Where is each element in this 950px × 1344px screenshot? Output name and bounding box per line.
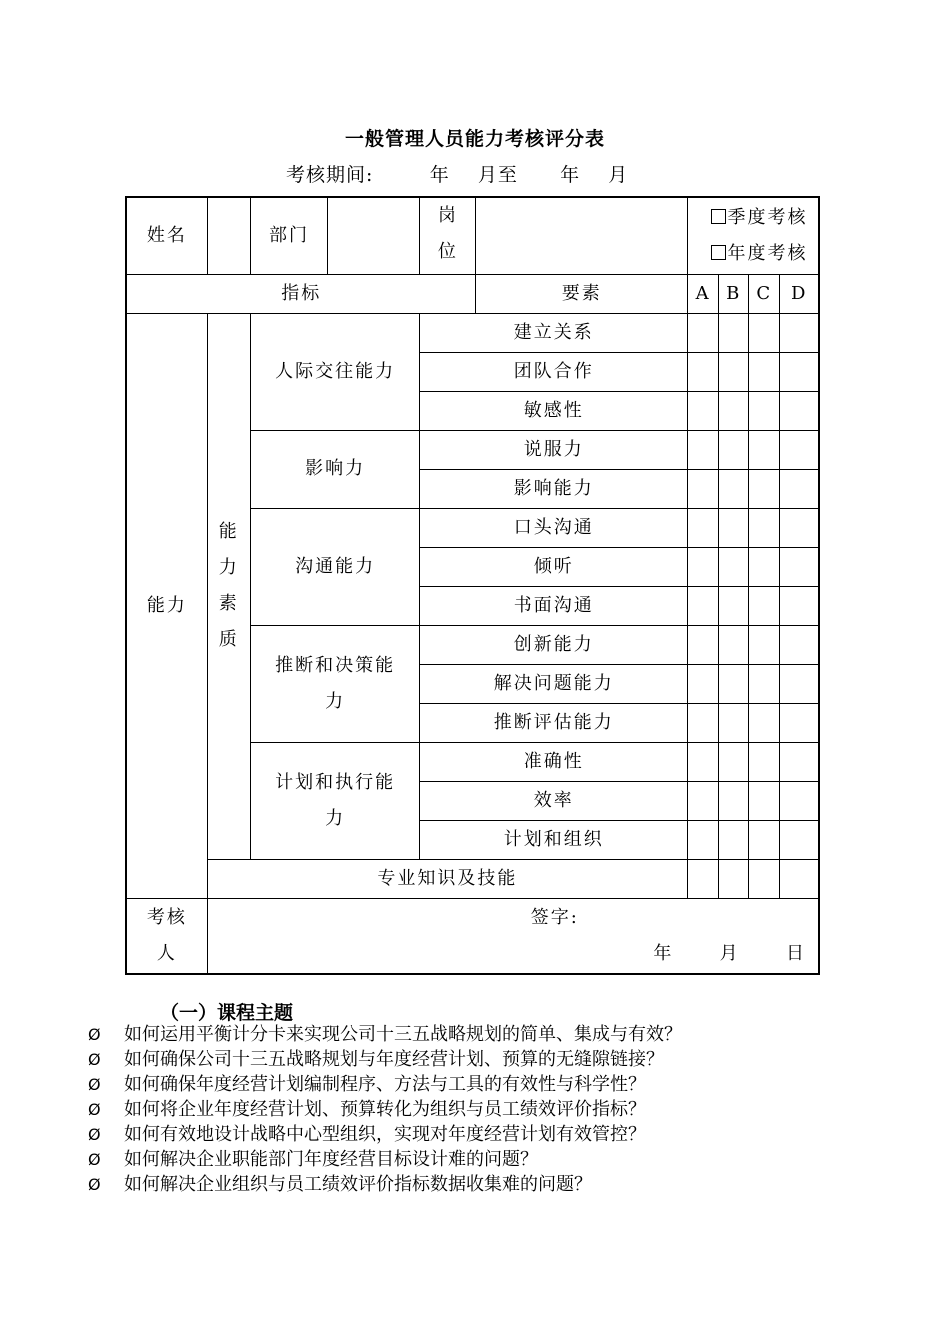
group-name-line: 计划和执行能 xyxy=(275,771,396,793)
element-cell: 建立关系 xyxy=(420,313,688,352)
grade-header-d: D xyxy=(780,274,819,313)
grade-cell-a[interactable] xyxy=(688,625,719,664)
grade-cell-a[interactable] xyxy=(688,703,719,742)
grade-header-b: B xyxy=(719,274,749,313)
group-name-cell xyxy=(250,508,419,625)
grade-cell-c[interactable] xyxy=(749,469,780,508)
list-item xyxy=(88,1022,682,1047)
grade-cell-b[interactable] xyxy=(719,586,749,625)
grade-cell-c[interactable] xyxy=(749,781,780,820)
grade-cell-d[interactable] xyxy=(780,469,819,508)
annual-label: 年度考核 xyxy=(727,242,808,264)
grade-cell-c[interactable] xyxy=(749,703,780,742)
grade-header-c: C xyxy=(749,274,780,313)
bullet-icon: Ø xyxy=(88,1150,101,1169)
grade-cell-d[interactable] xyxy=(780,313,819,352)
grade-cell-c[interactable] xyxy=(749,820,780,859)
element-cell: 解决问题能力 xyxy=(420,664,688,703)
grade-cell-c[interactable] xyxy=(749,859,780,898)
grade-cell-a[interactable] xyxy=(688,469,719,508)
element-cell: 影响能力 xyxy=(420,469,688,508)
element-header: 要素 xyxy=(476,274,688,313)
list-item-text: 如何将企业年度经营计划、预算转化为组织与员工绩效评价指标？ xyxy=(124,1099,646,1120)
grade-cell-d[interactable] xyxy=(780,586,819,625)
category-cell: 能力 xyxy=(126,313,207,898)
list-item-text: 如何确保公司十三五战略规划与年度经营计划、预算的无缝隙链接？ xyxy=(124,1049,664,1070)
bullet-icon: Ø xyxy=(88,1050,101,1069)
group-name-cell xyxy=(250,625,419,742)
grade-cell-d[interactable] xyxy=(780,820,819,859)
element-cell: 书面沟通 xyxy=(420,586,688,625)
grade-header-a: A xyxy=(688,274,719,313)
list-item xyxy=(88,1072,682,1097)
grade-cell-c[interactable] xyxy=(749,586,780,625)
name-label: 姓名 xyxy=(126,197,207,274)
list-item-text: 如何解决企业组织与员工绩效评价指标数据收集难的问题？ xyxy=(124,1174,592,1195)
group-name-cell xyxy=(250,313,419,430)
grade-cell-b[interactable] xyxy=(719,781,749,820)
grade-cell-b[interactable] xyxy=(719,820,749,859)
grade-cell-a[interactable] xyxy=(688,820,719,859)
grade-cell-a[interactable] xyxy=(688,586,719,625)
professional-row xyxy=(126,859,819,898)
subcategory-char: 素 xyxy=(218,593,239,614)
annual-option[interactable] xyxy=(700,236,818,272)
bullet-icon: Ø xyxy=(88,1175,101,1194)
indicator-header: 指标 xyxy=(126,274,476,313)
group-name-line: 影响力 xyxy=(305,458,366,479)
column-header-row xyxy=(126,274,819,313)
grade-cell-b[interactable] xyxy=(719,859,749,898)
name-field[interactable] xyxy=(207,197,250,274)
grade-cell-a[interactable] xyxy=(688,742,719,781)
grade-cell-d[interactable] xyxy=(780,859,819,898)
list-item xyxy=(88,1172,682,1197)
list-item xyxy=(88,1147,682,1172)
list-item-text: 如何运用平衡计分卡来实现公司十三五战略规划的简单、集成与有效？ xyxy=(124,1024,682,1045)
element-cell: 团队合作 xyxy=(420,352,688,391)
grade-cell-d[interactable] xyxy=(780,391,819,430)
grade-cell-b[interactable] xyxy=(719,352,749,391)
grade-cell-a[interactable] xyxy=(688,391,719,430)
grade-cell-b[interactable] xyxy=(719,469,749,508)
bullet-icon: Ø xyxy=(88,1125,101,1144)
element-cell: 计划和组织 xyxy=(420,820,688,859)
bullet-icon: Ø xyxy=(88,1025,101,1044)
grade-cell-a[interactable] xyxy=(688,859,719,898)
group-name-line: 人际交往能力 xyxy=(275,360,396,382)
grade-cell-c[interactable] xyxy=(749,547,780,586)
grade-cell-c[interactable] xyxy=(749,742,780,781)
section-heading: （一）课程主题 xyxy=(160,1002,294,1024)
dept-field[interactable] xyxy=(328,197,420,274)
grade-cell-b[interactable] xyxy=(719,547,749,586)
grade-cell-d[interactable] xyxy=(780,703,819,742)
group-name-line: 推断和决策能 xyxy=(275,654,396,676)
subcategory-cell xyxy=(207,313,250,859)
element-cell: 准确性 xyxy=(420,742,688,781)
grade-cell-b[interactable] xyxy=(719,625,749,664)
position-label-line: 位 xyxy=(437,241,458,262)
signature-cell[interactable] xyxy=(207,898,819,974)
group-name-line: 力 xyxy=(325,807,346,829)
grade-cell-d[interactable] xyxy=(780,508,819,547)
grade-cell-d[interactable] xyxy=(780,781,819,820)
grade-cell-c[interactable] xyxy=(749,664,780,703)
assessor-label xyxy=(126,898,207,974)
list-item xyxy=(88,1097,682,1122)
element-cell: 敏感性 xyxy=(420,391,688,430)
grade-cell-d[interactable] xyxy=(780,430,819,469)
position-field[interactable] xyxy=(476,197,688,274)
group-name-cell xyxy=(250,430,419,508)
list-item xyxy=(88,1047,682,1072)
grade-cell-c[interactable] xyxy=(749,625,780,664)
list-item xyxy=(88,1122,682,1147)
element-cell: 说服力 xyxy=(420,430,688,469)
professional-cell: 专业知识及技能 xyxy=(207,859,687,898)
element-cell: 倾听 xyxy=(420,547,688,586)
quarterly-option[interactable] xyxy=(700,200,818,236)
checkbox-icon[interactable] xyxy=(711,209,726,224)
element-cell: 效率 xyxy=(420,781,688,820)
grade-cell-d[interactable] xyxy=(780,547,819,586)
list-item-text: 如何解决企业职能部门年度经营目标设计难的问题？ xyxy=(124,1149,538,1170)
assessment-period: 考核期间: 年 月至 年 月 xyxy=(286,164,629,186)
grade-cell-a[interactable] xyxy=(688,664,719,703)
course-topic-list xyxy=(88,1022,682,1197)
grade-cell-a[interactable] xyxy=(688,781,719,820)
assessor-label-line: 人 xyxy=(156,942,177,964)
grade-cell-d[interactable] xyxy=(780,742,819,781)
list-item-text: 如何确保年度经营计划编制程序、方法与工具的有效性与科学性？ xyxy=(124,1074,646,1095)
grade-cell-c[interactable] xyxy=(749,430,780,469)
grade-cell-a[interactable] xyxy=(688,547,719,586)
position-label-line: 岗 xyxy=(437,205,458,226)
group-name-line: 沟通能力 xyxy=(295,555,376,577)
grade-cell-b[interactable] xyxy=(719,703,749,742)
bullet-icon: Ø xyxy=(88,1100,101,1119)
grade-cell-a[interactable] xyxy=(688,313,719,352)
evaluation-table xyxy=(125,196,820,975)
grade-cell-d[interactable] xyxy=(780,352,819,391)
grade-cell-a[interactable] xyxy=(688,352,719,391)
checkbox-icon[interactable] xyxy=(711,245,726,260)
grade-cell-c[interactable] xyxy=(749,313,780,352)
grade-cell-b[interactable] xyxy=(719,664,749,703)
header-row xyxy=(126,197,819,274)
bullet-icon: Ø xyxy=(88,1075,101,1094)
grade-cell-b[interactable] xyxy=(719,391,749,430)
subcategory-char: 力 xyxy=(218,557,239,578)
grade-cell-a[interactable] xyxy=(688,508,719,547)
group-name-cell xyxy=(250,742,419,859)
group-name-line: 力 xyxy=(325,690,346,712)
dept-label: 部门 xyxy=(250,197,327,274)
subcategory-char: 质 xyxy=(218,629,239,650)
assessor-label-line: 考核 xyxy=(146,906,187,928)
form-title: 一般管理人员能力考核评分表 xyxy=(344,128,605,150)
element-cell: 推断评估能力 xyxy=(420,703,688,742)
assessment-type xyxy=(688,197,819,274)
element-cell: 口头沟通 xyxy=(420,508,688,547)
signature-label: 签字: xyxy=(530,906,579,928)
grade-cell-d[interactable] xyxy=(780,664,819,703)
position-label xyxy=(420,197,476,274)
assessor-row xyxy=(126,898,819,974)
grade-cell-a[interactable] xyxy=(688,430,719,469)
grade-cell-c[interactable] xyxy=(749,508,780,547)
subcategory-char: 能 xyxy=(218,521,239,542)
grade-cell-b[interactable] xyxy=(719,508,749,547)
grade-cell-b[interactable] xyxy=(719,313,749,352)
element-cell: 创新能力 xyxy=(420,625,688,664)
grade-cell-d[interactable] xyxy=(780,625,819,664)
list-item-text: 如何有效地设计战略中心型组织，实现对年度经营计划有效管控？ xyxy=(124,1124,646,1145)
grade-cell-c[interactable] xyxy=(749,352,780,391)
grade-cell-c[interactable] xyxy=(749,391,780,430)
quarterly-label: 季度考核 xyxy=(727,206,808,228)
element-row xyxy=(126,313,819,352)
signature-date: 年 月 日 xyxy=(653,942,806,964)
grade-cell-b[interactable] xyxy=(719,742,749,781)
grade-cell-b[interactable] xyxy=(719,430,749,469)
